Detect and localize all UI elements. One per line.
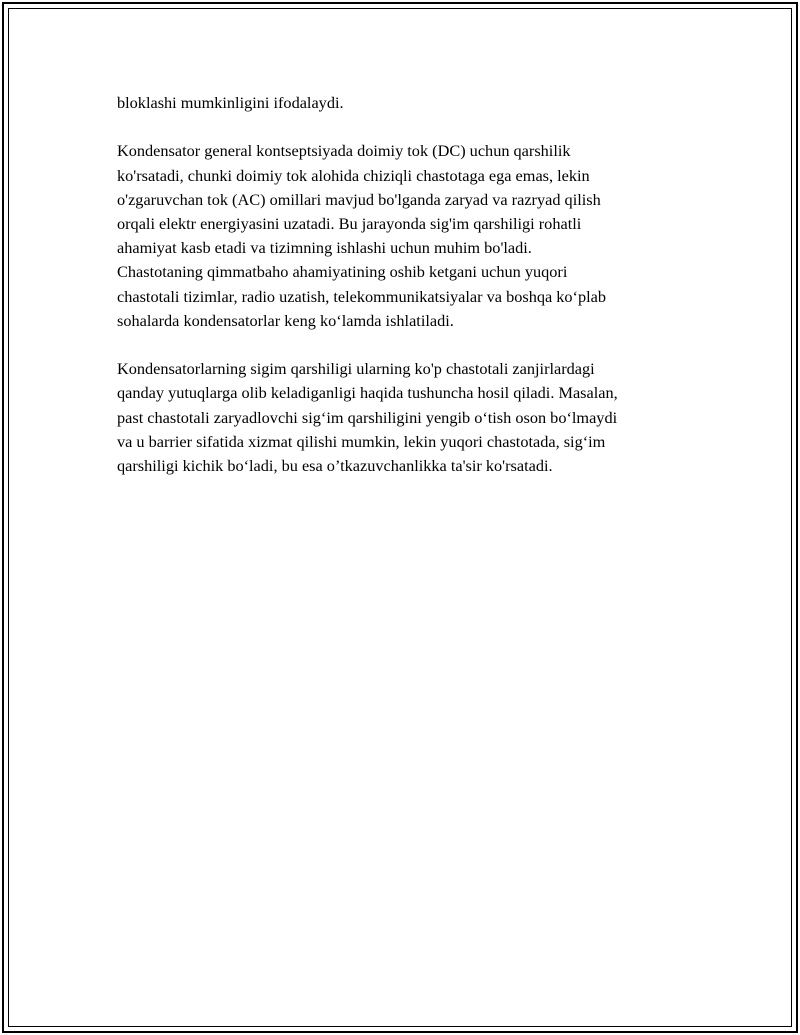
document-body (117, 91, 697, 502)
text-line: chastotali tizimlar, radio uzatish, telekommunikatsiyalar va boshqa ko‘plab (117, 286, 607, 306)
text-line: qarshiligi kichik bo‘ladi, bu esa o’tkazuvchanlikka ta'sir ko'rsatadi. (117, 456, 553, 476)
paragraph-2 (117, 139, 697, 333)
paragraph-3 (117, 357, 697, 478)
text-line: Kondensatorlarning sigim qarshiligi ularning ko'p chastotali zanjirlardagi (117, 359, 595, 379)
text-line: ahamiyat kasb etadi va tizimning ishlashi uchun muhim bo'ladi. (117, 238, 532, 258)
paragraph-1 (117, 91, 697, 115)
text-line: sohalarda kondensatorlar keng ko‘lamda ishlatiladi. (117, 310, 454, 330)
text-line: ko'rsatadi, chunki doimiy tok alohida chiziqli chastotaga ega emas, lekin (117, 165, 590, 185)
text-line: orqali elektr energiyasini uzatadi. Bu jarayonda sig'im qarshiligi rohatli (117, 214, 582, 233)
text-line: Chastotaning qimmatbaho ahamiyatining oshib ketgani uchun yuqori (117, 262, 568, 282)
text-line: o'zgaruvchan tok (AC) omillari mavjud bo'lganda zaryad va razryad qilish (117, 189, 601, 209)
text-line: past chastotali zaryadlovchi sig‘im qarshiligini yengib o‘tish oson bo‘lmaydi (117, 407, 618, 427)
text-line: qanday yutuqlarga olib keladiganligi haqida tushuncha hosil qiladi. Masalan, (117, 383, 618, 403)
text-line: Kondensator general kontseptsiyada doimiy tok (DC) uchun qarshilik (117, 141, 571, 161)
text-line: va u barrier sifatida xizmat qilishi mumkin, lekin yuqori chastotada, sig‘im (117, 431, 606, 451)
text-line: bloklashi mumkinligini ifodalaydi. (117, 93, 344, 112)
